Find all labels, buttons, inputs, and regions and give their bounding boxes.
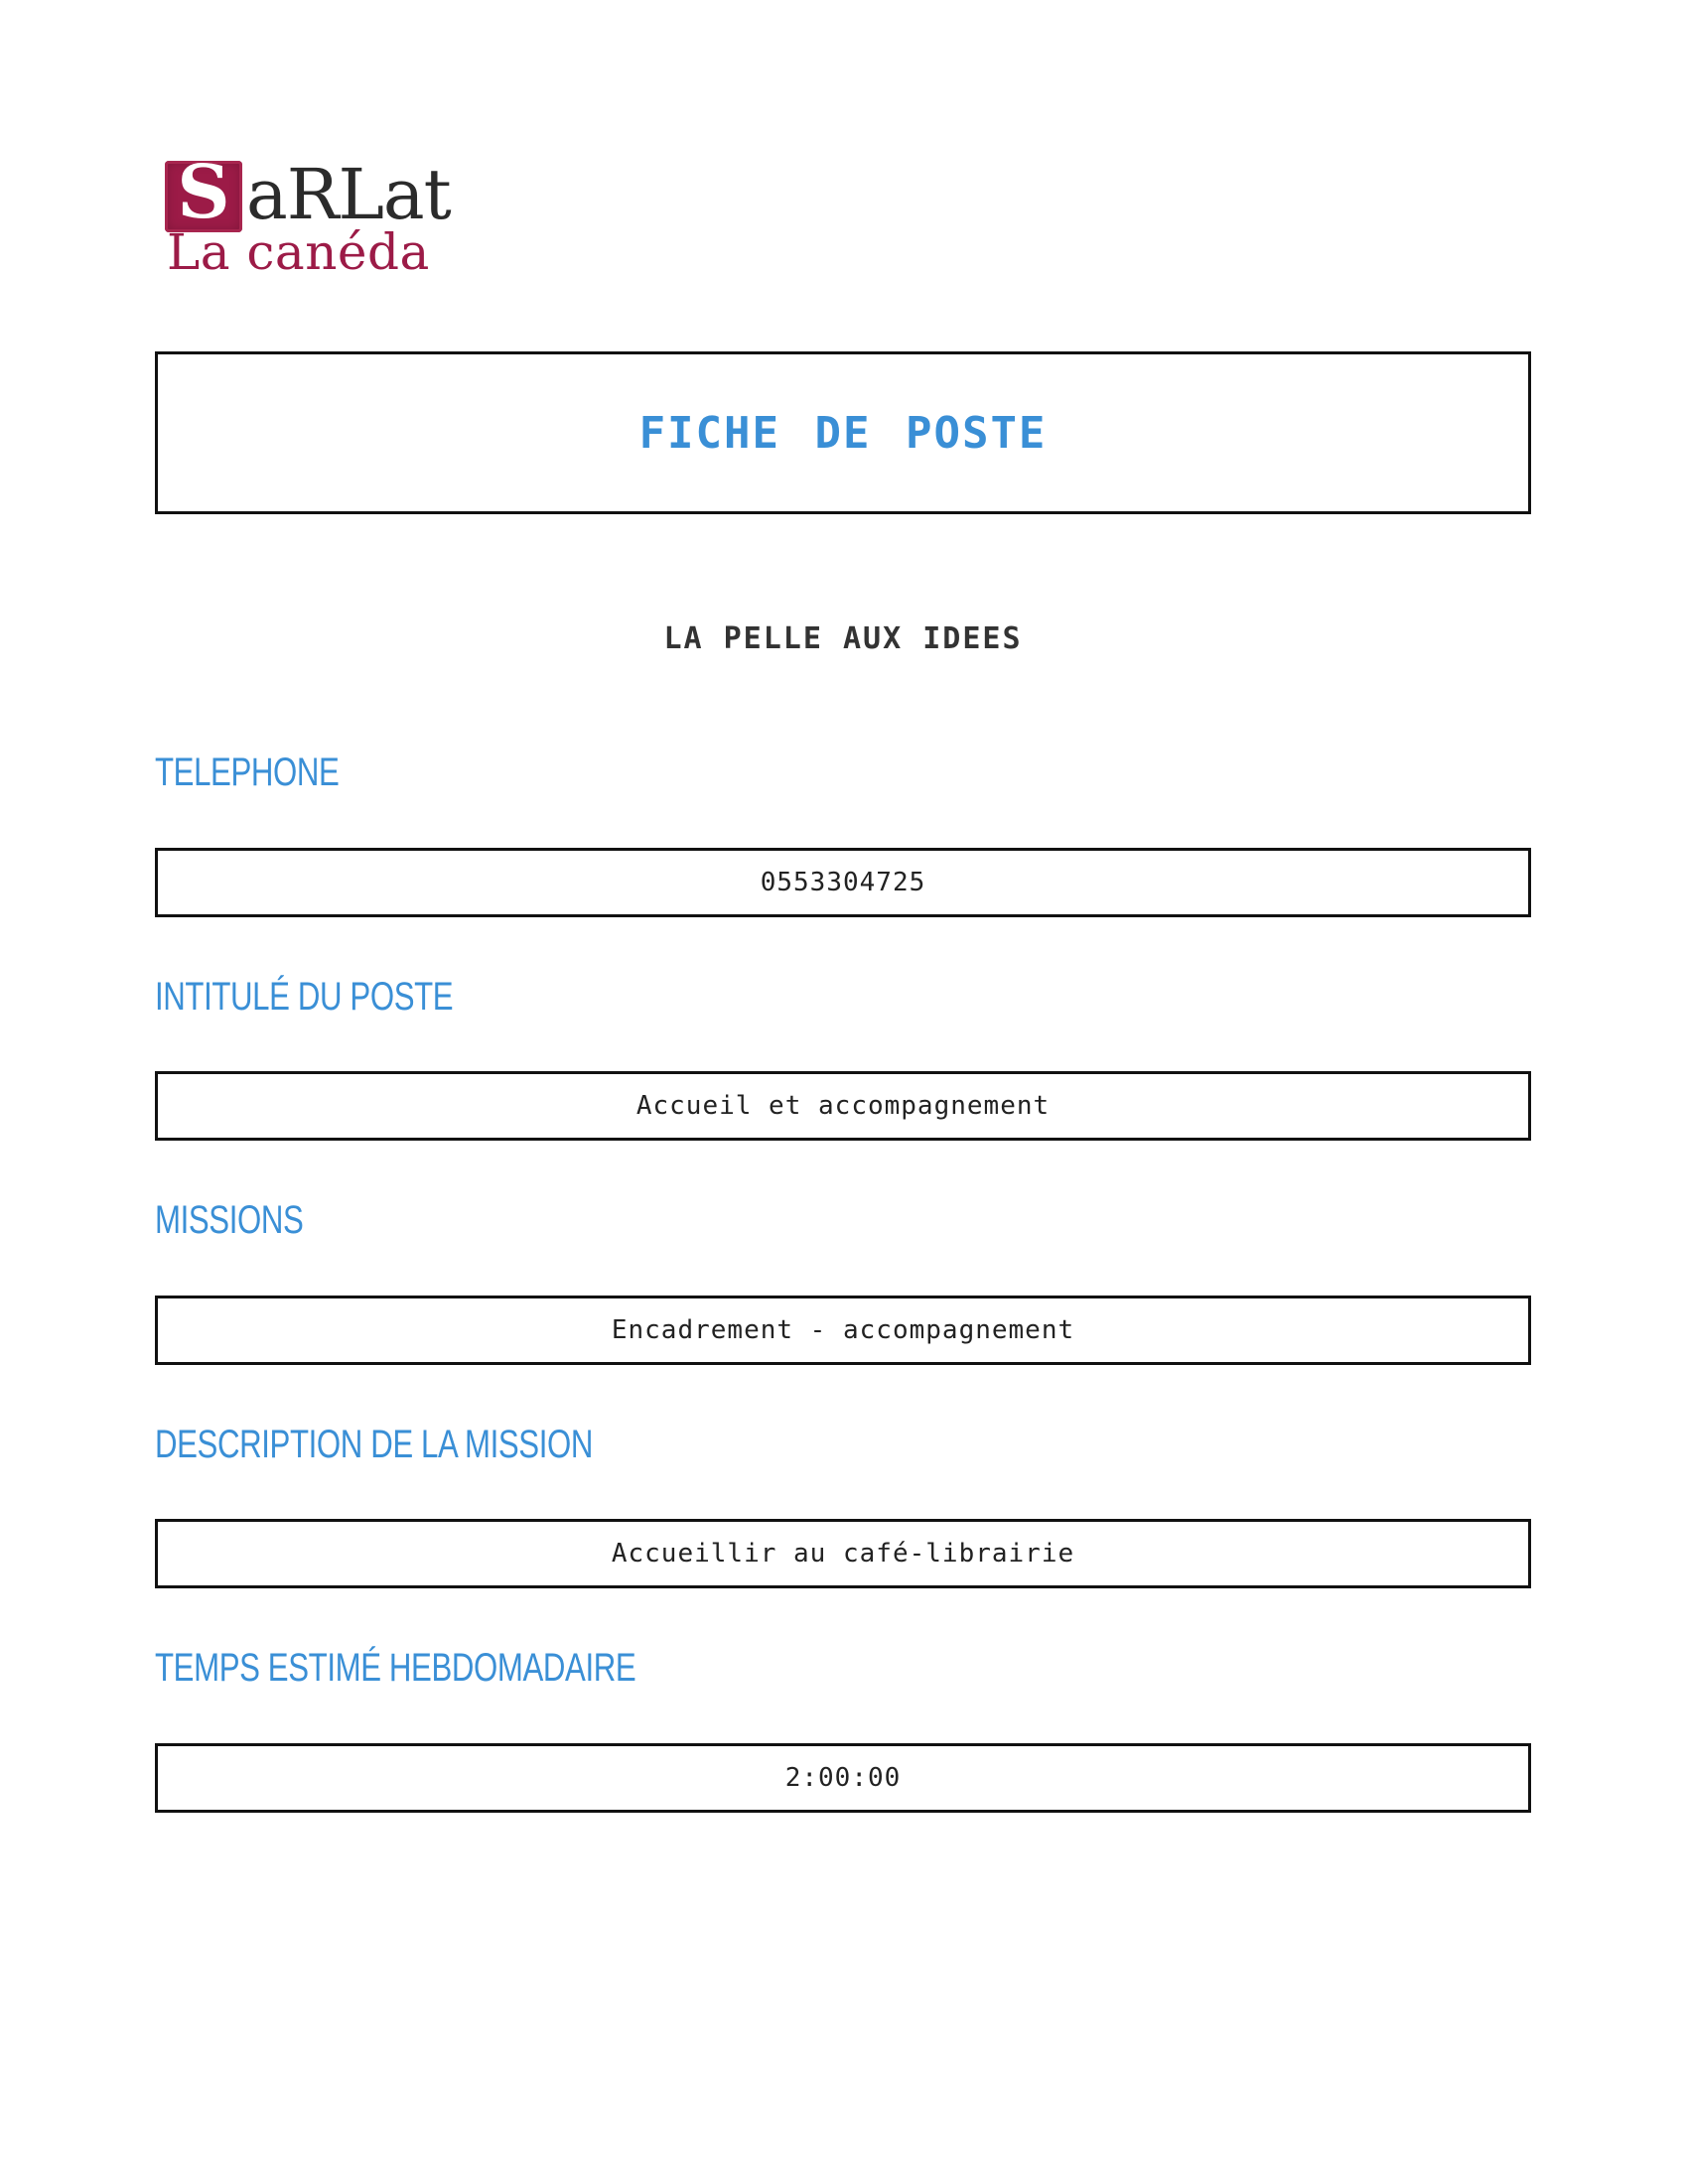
field-job-title: Accueil et accompagnement <box>155 1071 1531 1141</box>
label-job-title: INTITULÉ DU POSTE <box>155 975 454 1019</box>
page-title: FICHE DE POSTE <box>638 407 1048 459</box>
label-mission-description: DESCRIPTION DE LA MISSION <box>155 1423 594 1466</box>
field-weekly-time: 2:00:00 <box>155 1743 1531 1813</box>
logo-word: aRLat <box>246 154 451 235</box>
label-weekly-time: TEMPS ESTIMÉ HEBDOMADAIRE <box>155 1646 636 1690</box>
organization-name: LA PELLE AUX IDEES <box>663 621 1023 656</box>
sarlat-logo <box>165 150 451 281</box>
logo-initial: S <box>177 150 230 235</box>
logo-subtitle: La canéda <box>167 223 430 281</box>
field-telephone: 0553304725 <box>155 848 1531 917</box>
field-mission-description: Accueillir au café-librairie <box>155 1519 1531 1588</box>
label-telephone: TELEPHONE <box>155 751 340 794</box>
title-box <box>155 351 1531 514</box>
field-missions: Encadrement - accompagnement <box>155 1296 1531 1365</box>
label-missions: MISSIONS <box>155 1198 304 1242</box>
